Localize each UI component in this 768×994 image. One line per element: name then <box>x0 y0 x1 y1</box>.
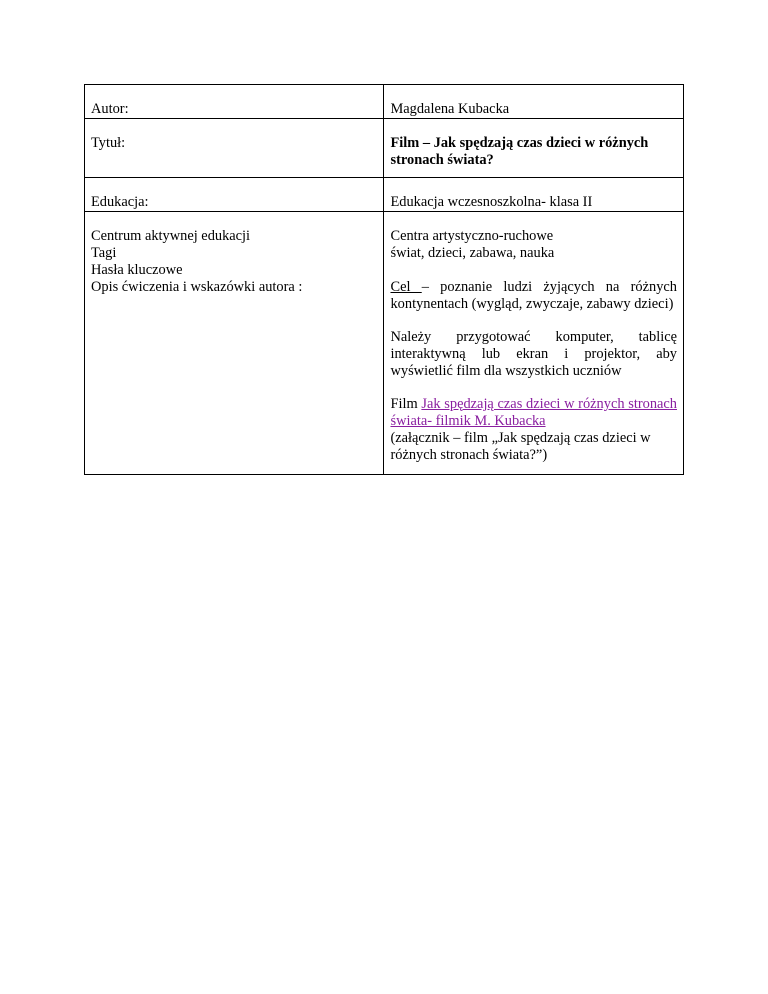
author-value: Magdalena Kubacka <box>390 101 510 117</box>
preparation-text: Należy przygotować komputer, tablicę interaktywną lub ekran i projektor, aby wyświetlić film dla wszystkich uczniów <box>390 329 677 379</box>
author-label: Autor: <box>91 101 129 117</box>
table-row-title <box>85 119 684 178</box>
education-label-cell <box>85 178 384 212</box>
title-value: Film – Jak spędzają czas dzieci w różnych stronach świata? <box>390 135 649 168</box>
film-link[interactable]: Jak spędzają czas dzieci w różnych stronach świata- filmik M. Kubacka <box>390 396 677 429</box>
centrum-value: Centra artystyczno-ruchowe <box>390 228 554 244</box>
title-label: Tytuł: <box>91 135 126 151</box>
author-label-cell <box>85 85 384 119</box>
tagi-value: świat, dzieci, zabawa, nauka <box>390 245 555 261</box>
goal-paragraph <box>390 279 677 313</box>
tagi-label: Tagi <box>91 245 117 261</box>
table-row-author <box>85 85 684 119</box>
metadata-table <box>84 84 684 475</box>
table-row-details <box>85 212 684 475</box>
centrum-label: Centrum aktywnej edukacji <box>91 228 251 244</box>
education-value: Edukacja wczesnoszkolna- klasa II <box>390 194 593 210</box>
education-value-cell <box>384 178 684 212</box>
details-value-cell <box>384 212 684 475</box>
goal-label: Cel <box>390 279 422 295</box>
film-prefix: Film <box>390 396 422 412</box>
table-row-education <box>85 178 684 212</box>
attachment-text: (załącznik – film „Jak spędzają czas dzieci w różnych stronach świata?”) <box>390 430 651 463</box>
title-label-cell <box>85 119 384 178</box>
author-value-cell <box>384 85 684 119</box>
description-label: Opis ćwiczenia i wskazówki autora : <box>91 279 303 295</box>
details-label-cell <box>85 212 384 475</box>
education-label: Edukacja: <box>91 194 149 210</box>
film-paragraph <box>390 396 677 430</box>
goal-text: – poznanie ludzi żyjących na różnych kontynentach (wygląd, zwyczaje, zabawy dzieci) <box>390 279 677 312</box>
title-value-cell <box>384 119 684 178</box>
keywords-label: Hasła kluczowe <box>91 262 183 278</box>
